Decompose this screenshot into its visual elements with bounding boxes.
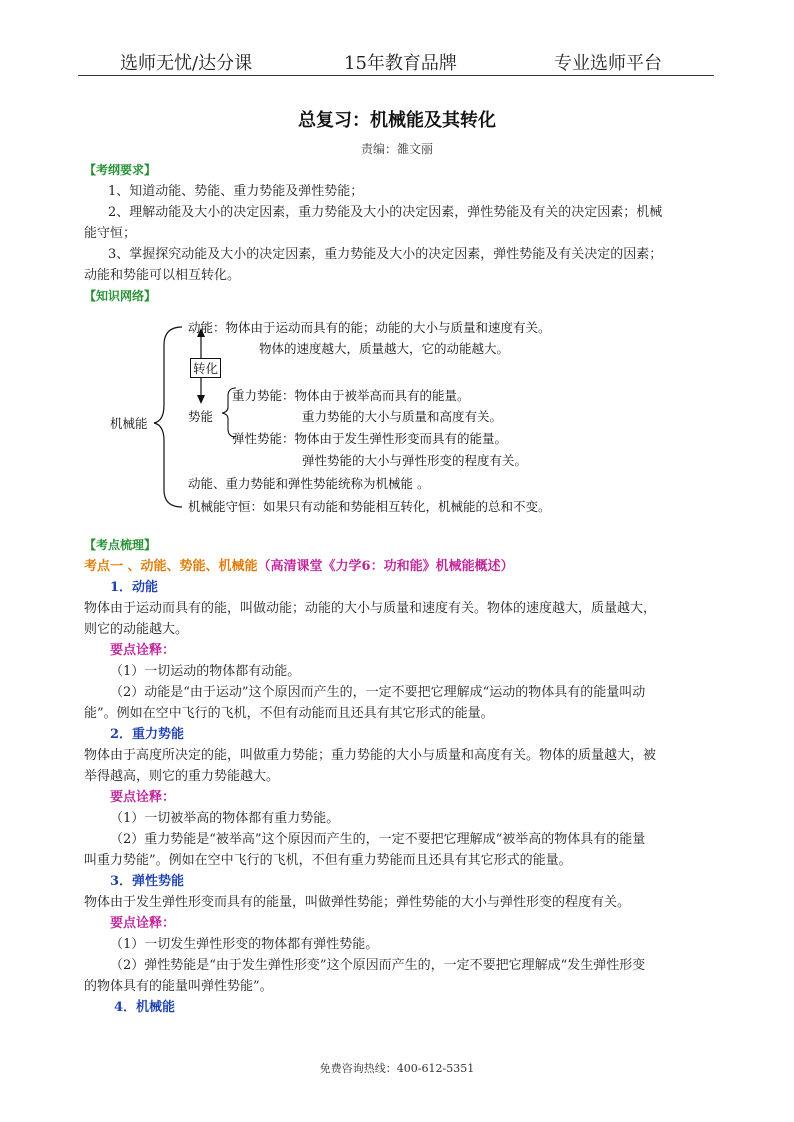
sub1-text-cont: 则它的动能越大。 (84, 622, 189, 637)
sub3-note-2-cont: 的物体具有的能量叫弹性势能”。 (84, 979, 273, 994)
page-title: 总复习：机械能及其转化 (298, 110, 496, 131)
diagram-summary: 动能、重力势能和弹性势能统称为机械能 。 (188, 476, 430, 491)
sub2-note-1: （1）一切被举高的物体都有重力势能。 (110, 811, 340, 826)
requirement-item-1: 1、知道动能、势能、重力势能及弹性势能； (108, 184, 364, 199)
point1-reference: （高清课堂《力学6：功和能》机械能概述） (257, 559, 514, 574)
header-left: 选师无忧/达分课 (120, 53, 253, 74)
sub1-note-2-cont: 能”。例如在空中飞行的飞机，不但有动能而且还具有其它形式的能量。 (84, 706, 494, 721)
diagram-conservation: 机械能守恒：如果只有动能和势能相互转化，机械能的总和不变。 (188, 499, 551, 514)
sub1-note-1: （1）一切运动的物体都有动能。 (110, 664, 301, 679)
diagram-gravity-definition: 重力势能：物体由于被举高而具有的能量。 (232, 388, 470, 403)
section-heading-requirements: 【考纲要求】 (84, 163, 157, 177)
diagram-potential: 势能 (188, 409, 214, 424)
author-line: 责编：雒文丽 (360, 142, 433, 156)
sub2-note-2-cont: 叫重力势能”。例如在空中飞行的飞机，不但有重力势能而且还具有其它形式的能量。 (84, 853, 572, 868)
sub1-text: 物体由于运动而具有的能，叫做动能；动能的大小与质量和速度有关。物体的速度越大，质量越大， (84, 601, 657, 616)
section-heading-knowledge-network: 【知识网络】 (84, 289, 157, 303)
requirement-item-3-cont: 动能和势能可以相互转化。 (84, 268, 241, 283)
sub1-title: 1．动能 (110, 580, 159, 595)
diagram-elastic-relation: 弹性势能的大小与弹性形变的程度有关。 (302, 453, 528, 468)
requirement-item-2-cont: 能守恒； (84, 226, 137, 241)
diagram-kinetic-definition: 动能：物体由于运动而具有的能；动能的大小与质量和速度有关。 (188, 320, 551, 335)
point1-title: 考点一 、动能、势能、机械能 (84, 559, 258, 574)
diagram-convert-box: 转化 (190, 358, 221, 378)
requirement-item-3: 3、掌握探究动能及大小的决定因素，重力势能及大小的决定因素，弹性势能及有关决定的因素； (108, 247, 663, 262)
sub1-note-label: 要点诠释： (110, 643, 176, 658)
sub3-text: 物体由于发生弹性形变而具有的能量，叫做弹性势能；弹性势能的大小与弹性形变的程度有关。 (84, 895, 631, 910)
sub2-note-2: （2）重力势能是“被举高”这个原因而产生的，一定不要把它理解成“被举高的物体具有的能量 (110, 832, 646, 847)
diagram-elastic-definition: 弹性势能：物体由于发生弹性形变而具有的能量。 (232, 431, 508, 446)
sub3-note-label: 要点诠释： (110, 916, 176, 931)
sub3-note-1: （1）一切发生弹性形变的物体都有弹性势能。 (110, 937, 379, 952)
sub2-text-cont: 举得越高，则它的重力势能越大。 (84, 769, 280, 784)
header-right: 专业选师平台 (554, 53, 662, 74)
diagram-kinetic-relation: 物体的速度越大，质量越大，它的动能越大。 (259, 341, 510, 356)
sub4-title: 4．机械能 (114, 1000, 176, 1015)
sub3-title: 3．弹性势能 (110, 874, 185, 889)
sub2-title: 2．重力势能 (110, 727, 185, 742)
header-center: 15年教育品牌 (344, 53, 457, 74)
diagram-root-mechanical-energy: 机械能 (110, 416, 148, 431)
footer-hotline: 免费咨询热线：400-612-5351 (319, 1062, 475, 1075)
sub2-note-label: 要点诠释： (110, 790, 176, 805)
diagram-gravity-relation: 重力势能的大小与质量和高度有关。 (302, 409, 503, 424)
section-heading-key-points: 【考点梳理】 (84, 538, 157, 552)
sub3-note-2: （2）弹性势能是“由于发生弹性形变”这个原因而产生的，一定不要把它理解成“发生弹性形变 (110, 958, 646, 973)
sub2-text: 物体由于高度所决定的能，叫做重力势能；重力势能的大小与质量和高度有关。物体的质量越大，被 (84, 748, 657, 763)
requirement-item-2: 2、理解动能及大小的决定因素，重力势能及大小的决定因素，弹性势能及有关的决定因素；机械 (108, 205, 663, 220)
point1-heading (84, 556, 514, 577)
sub1-note-2: （2）动能是“由于运动”这个原因而产生的，一定不要把它理解成“运动的物体具有的能量叫动 (110, 685, 646, 700)
